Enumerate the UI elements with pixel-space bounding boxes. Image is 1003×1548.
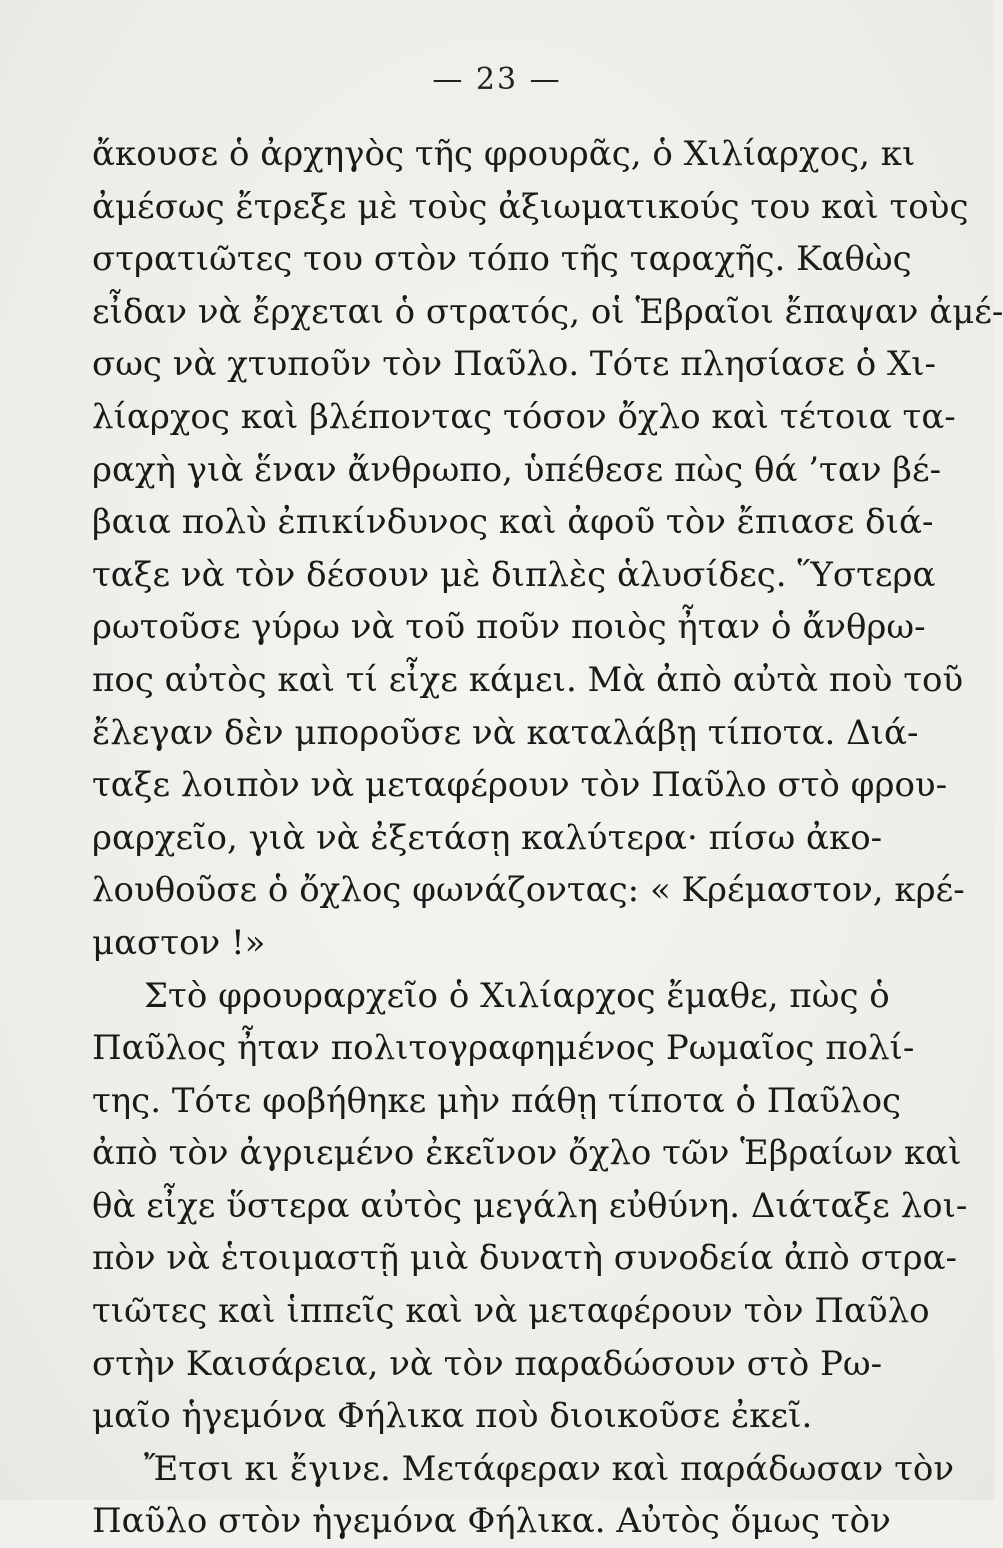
text-line: ραρχεῖο, γιὰ νὰ ἐξετάσῃ καλύτερα· πίσω ἀκο- <box>92 817 883 858</box>
text-line: Παῦλος ἦταν πολιτογραφημένος Ρωμαῖος πολί- <box>92 1028 915 1069</box>
body-text <box>92 128 1003 1548</box>
text-line: Ἔτσι κι ἔγινε. Μετάφεραν καὶ παράδωσαν τὸν <box>144 1448 955 1489</box>
text-line: Στὸ φρουραρχεῖο ὁ Χιλίαρχος ἔμαθε, πὼς ὁ <box>144 975 890 1016</box>
text-line: ταξε λοιπὸν νὰ μεταφέρουν τὸν Παῦλο στὸ φρου- <box>92 765 948 806</box>
text-line: πος αὐτὸς καὶ τί εἶχε κάμει. Μὰ ἀπὸ αὐτὰ ποὺ τοῦ <box>92 659 964 700</box>
text-line: ραχὴ γιὰ ἕναν ἄνθρωπο, ὑπέθεσε πὼς θά ’ταν βέ- <box>92 449 942 490</box>
text-line: τιῶτες καὶ ἱππεῖς καὶ νὰ μεταφέρουν τὸν Παῦλο <box>92 1291 930 1332</box>
text-line: ἀμέσως ἔτρεξε μὲ τοὺς ἀξιωματικούς του καὶ τοὺς <box>92 186 969 227</box>
text-line: θὰ εἶχε ὕστερα αὐτὸς μεγάλη εὐθύνη. Διάταξε λοι- <box>92 1185 968 1226</box>
text-line: σως νὰ χτυποῦν τὸν Παῦλο. Τότε πλησίασε ὁ Χι- <box>92 344 937 385</box>
text-line: πὸν νὰ ἑτοιμαστῇ μιὰ δυνατὴ συνοδεία ἀπὸ στρα- <box>92 1238 958 1279</box>
text-line: εἶδαν νὰ ἔρχεται ὁ στρατός, οἱ Ἑβραῖοι ἔπαψαν ἀμέ- <box>92 291 1003 332</box>
text-line: βαια πολὺ ἐπικίνδυνος καὶ ἀφοῦ τὸν ἔπιασε διά- <box>92 502 934 543</box>
text-line: Παῦλο στὸν ἡγεμόνα Φήλικα. Αὐτὸς ὅμως τὸν <box>92 1501 891 1542</box>
text-line: ἔλεγαν δὲν μποροῦσε νὰ καταλάβῃ τίποτα. Διά- <box>92 712 919 753</box>
text-line: λίαρχος καὶ βλέποντας τόσον ὄχλο καὶ τέτοια τα- <box>92 396 956 437</box>
page-number: — 23 — <box>432 62 562 97</box>
text-line: ρωτοῦσε γύρω νὰ τοῦ ποῦν ποιὸς ἦταν ὁ ἄνθρω- <box>92 607 926 648</box>
text-line: μαῖο ἡγεμόνα Φήλικα ποὺ διοικοῦσε ἐκεῖ. <box>92 1396 813 1437</box>
text-line: της. Τότε φοβήθηκε μὴν πάθῃ τίποτα ὁ Παῦλος <box>92 1080 902 1121</box>
text-line: στὴν Καισάρεια, νὰ τὸν παραδώσουν στὸ Ρω- <box>92 1343 883 1384</box>
text-line: ἀπὸ τὸν ἀγριεμένο ἐκεῖνον ὄχλο τῶν Ἑβραίων καὶ <box>92 1133 962 1174</box>
text-line: ἄκουσε ὁ ἀρχηγὸς τῆς φρουρᾶς, ὁ Χιλίαρχος, κι <box>92 134 916 174</box>
text-line: ταξε νὰ τὸν δέσουν μὲ διπλὲς ἁλυσίδες. Ὕστερα <box>92 554 936 595</box>
text-line: μαστον !» <box>92 922 266 963</box>
text-line: στρατιῶτες του στὸν τόπο τῆς ταραχῆς. Καθὼς <box>92 239 912 280</box>
text-line: λουθοῦσε ὁ ὄχλος φωνάζοντας: « Κρέμαστον, κρέ- <box>92 870 965 911</box>
